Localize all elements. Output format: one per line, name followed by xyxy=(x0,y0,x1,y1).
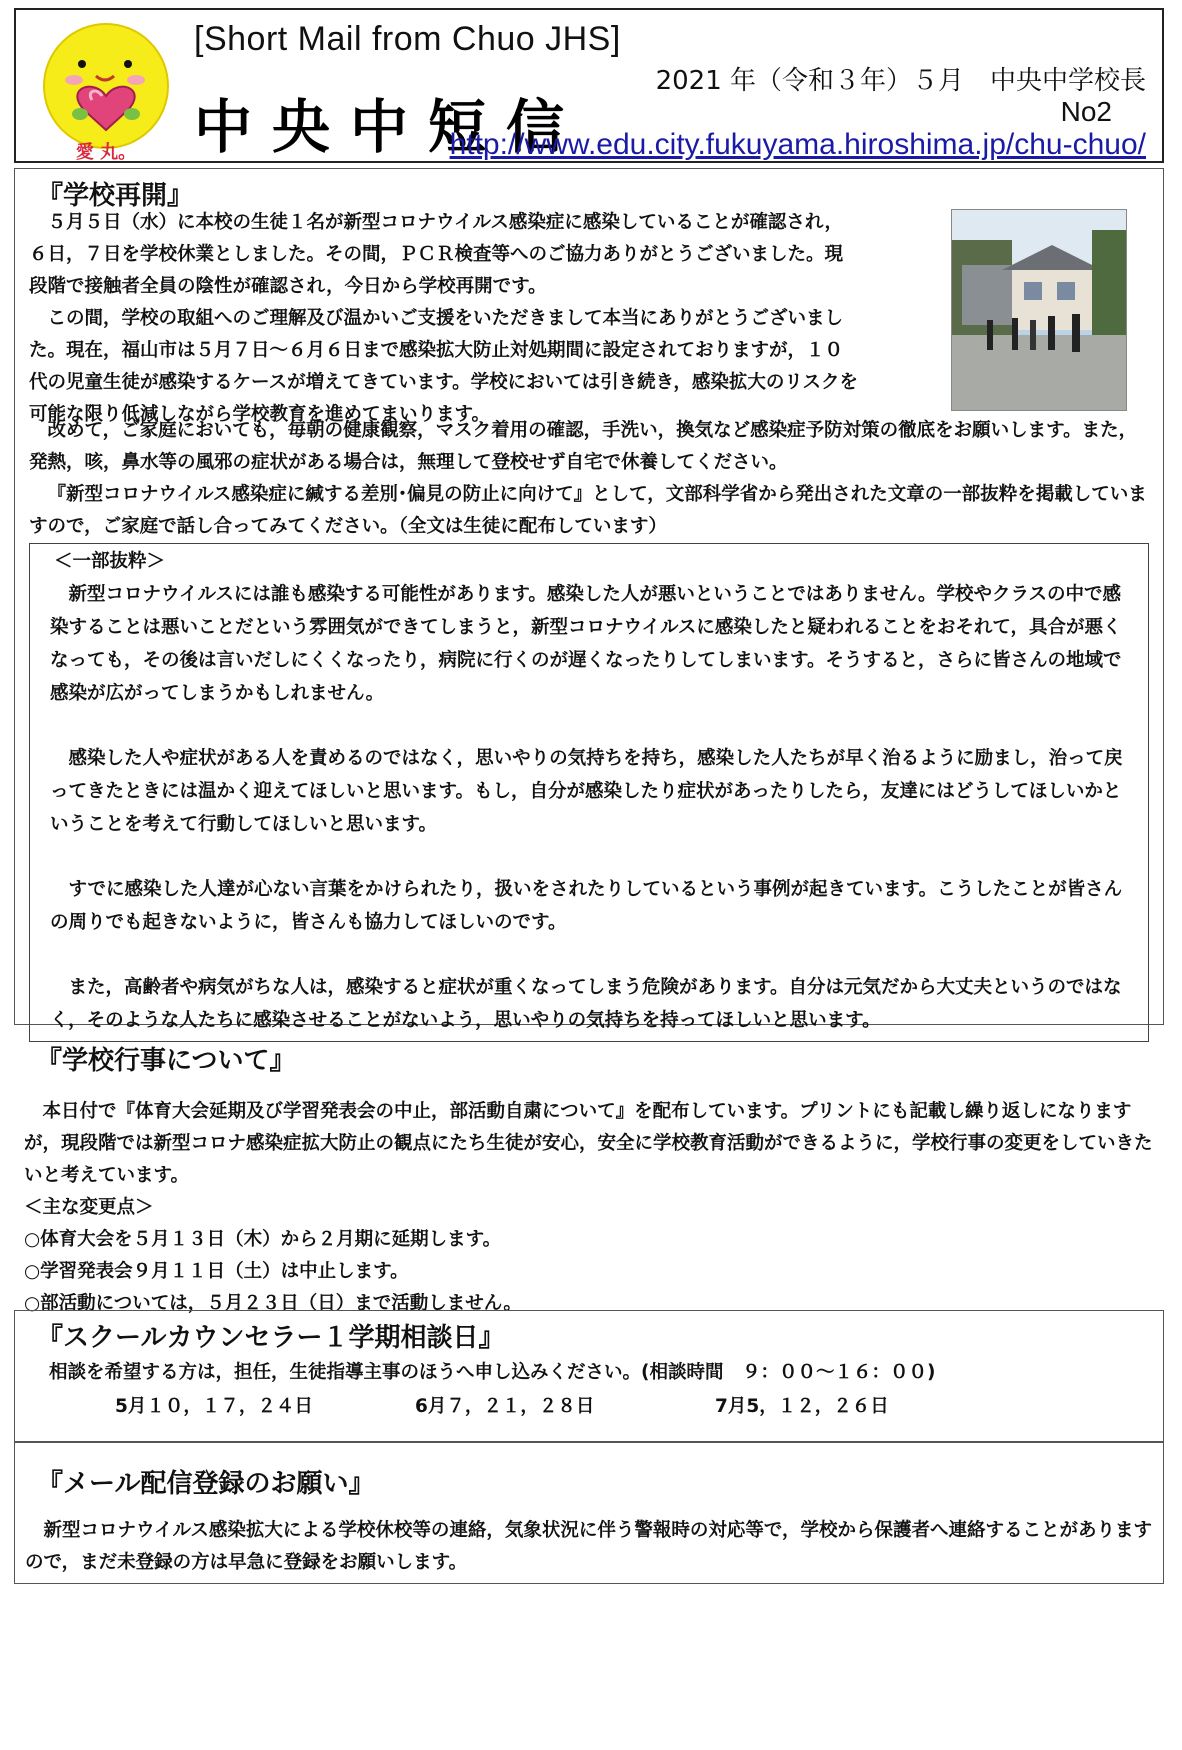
excerpt-paragraph: すでに感染した人達が心ない言葉をかけられたり，扱いをされたりしているという事例が起きています。こうしたことが皆さんの周りでも起きないように，皆さんも協力してほしいのです。 xyxy=(50,879,1123,933)
list-item: ○体育大会を５月１３日（木）から２月期に延期します。 xyxy=(24,1229,502,1250)
changes-list xyxy=(24,1224,1154,1320)
mascot-name-label: 愛 丸。 xyxy=(75,142,137,163)
mail-registration-section xyxy=(14,1442,1164,1584)
paragraph: 新型コロナウイルス感染拡大による学校休校等の連絡，気象状況に伴う警報時の対応等で，学校から保護者へ連絡することがありますので，まだ未登録の方は早急に登録をお願いします。 xyxy=(25,1520,1153,1573)
excerpt-paragraph: 感染した人や症状がある人を責めるのではなく，思いやりの気持ちを持ち，感染した人たちが早く治るように励まし，治って戻ってきたときには温かく迎えてほしいと思います。もし，自分が感染したり症状があったりしたら，友達にはどうしてほしいかということを考えて行動してほしいと思います。 xyxy=(50,748,1123,835)
section-heading: 『スクールカウンセラー１学期相談日』 xyxy=(37,1323,505,1353)
paragraph: ５月５日（水）に本校の生徒１名が新型コロナウイルス感染症に感染していることが確認され，６日，７日を学校休業としました。その間，ＰＣＲ検査等へのご協力ありがとうございました。現段階で接触者全員の陰性が確認され，今日から学校再開です。 xyxy=(29,212,844,297)
section-heading: 『メール配信登録のお願い』 xyxy=(37,1469,375,1499)
consultation-dates xyxy=(115,1391,1015,1423)
excerpt-paragraph: また，高齢者や病気がちな人は，感染すると症状が重くなってしまう危険があります。自分は元気だから大丈夫というのではなく，そのような人たちに感染させることがないよう，思いやりの気持ちを持ってほしいと思います。 xyxy=(50,977,1122,1031)
school-reopening-section xyxy=(14,168,1164,1031)
paragraph: 改めて，ご家庭においても，毎朝の健康観察，マスク着用の確認，手洗い，換気など感染症予防対策の徹底をお願いします。また，発熱，咳，鼻水等の風邪の症状がある場合は，無理して登校せず自宅で休養してください。 xyxy=(29,420,1138,473)
mail-text-block xyxy=(25,1515,1155,1579)
school-photo xyxy=(951,209,1127,411)
newsletter-page xyxy=(14,8,1170,1736)
intro-text-block xyxy=(29,207,849,303)
list-item: ○部活動については，５月２３日（日）まで活動しません。 xyxy=(24,1293,522,1314)
date-item: 6月７，２１，２８日 xyxy=(415,1396,595,1417)
header-date-line: 2021 年（令和３年）５月 中央中学校長 xyxy=(655,66,1146,96)
section-heading: 『学校再開』 xyxy=(37,181,194,211)
school-website-link[interactable]: http://www.edu.city.fukuyama.hiroshima.jp/chu-chuo/ xyxy=(449,128,1146,161)
support-text-block xyxy=(29,303,859,431)
excerpt-paragraph: 新型コロナウイルスには誰も感染する可能性があります。感染した人が悪いということではありません。学校やクラスの中で感染することは悪いことだという雰囲気ができてしまうと，新型コロナウイルスに感染したと疑われることをおそれて，具合が悪くなっても，その後は言いだしにくくなったり，病院に行くのが遅くなったりしてしまいます。そうすると，さらに皆さんの地域で感染が広がってしまうかもしれません。 xyxy=(50,584,1122,704)
paragraph: この間，学校の取組へのご理解及び温かいご支援をいただきまして本当にありがとうございました。現在，福山市は５月７日～６月６日まで感染拡大防止対処期間に設定されておりますが，１０代の児童生徒が感染するケースが増えてきています。学校においては引き続き，感染拡大のリスクを可能な限り低減しながら学校教育を進めてまいります。 xyxy=(29,308,858,425)
counselor-text: 相談を希望する方は，担任，生徒指導主事のほうへ申し込みください。(相談時間 ９：００～１６：００) xyxy=(49,1362,936,1383)
mascot-logo xyxy=(34,18,184,168)
issue-number: No2 xyxy=(1060,96,1112,127)
date-item: 7月5，１２，２６日 xyxy=(715,1396,889,1417)
paragraph: 本日付で『体育大会延期及び学習発表会の中止，部活動自粛について』を配布しています。プリントにも記載し繰り返しになりますが，現段階では新型コロナ感染症拡大防止の観点にたち生徒が安心，安全に学校教育活動ができるように，学校行事の変更をしていきたいと考えています。 xyxy=(24,1101,1153,1186)
list-item: ○学習発表会９月１１日（土）は中止します。 xyxy=(24,1261,409,1282)
counselor-section xyxy=(14,1310,1164,1442)
school-street-photo xyxy=(952,210,1126,410)
events-text-block xyxy=(24,1096,1154,1320)
excerpt-box xyxy=(29,543,1149,1042)
date-item: 5月１０，１７，２４日 xyxy=(115,1396,313,1417)
header-english-title: [Short Mail from Chuo JHS] xyxy=(194,20,621,58)
excerpt-label: ＜一部抜粋＞ xyxy=(54,551,166,572)
changes-label: ＜主な変更点＞ xyxy=(24,1197,154,1218)
paragraph: 『新型コロナウイルス感染症に緘する差別･偏見の防止に向けて』として，文部科学省から発出された文章の一部抜粋を掲載していますので，ご家庭で話し合ってみてください。（全文は生徒に配布しています） xyxy=(29,484,1147,537)
newsletter-header xyxy=(14,8,1164,163)
header-title: 中央中短信 xyxy=(194,93,585,161)
section-heading: 『学校行事について』 xyxy=(36,1046,296,1076)
request-text-block xyxy=(29,415,1149,543)
school-events-section xyxy=(14,1030,1164,1318)
